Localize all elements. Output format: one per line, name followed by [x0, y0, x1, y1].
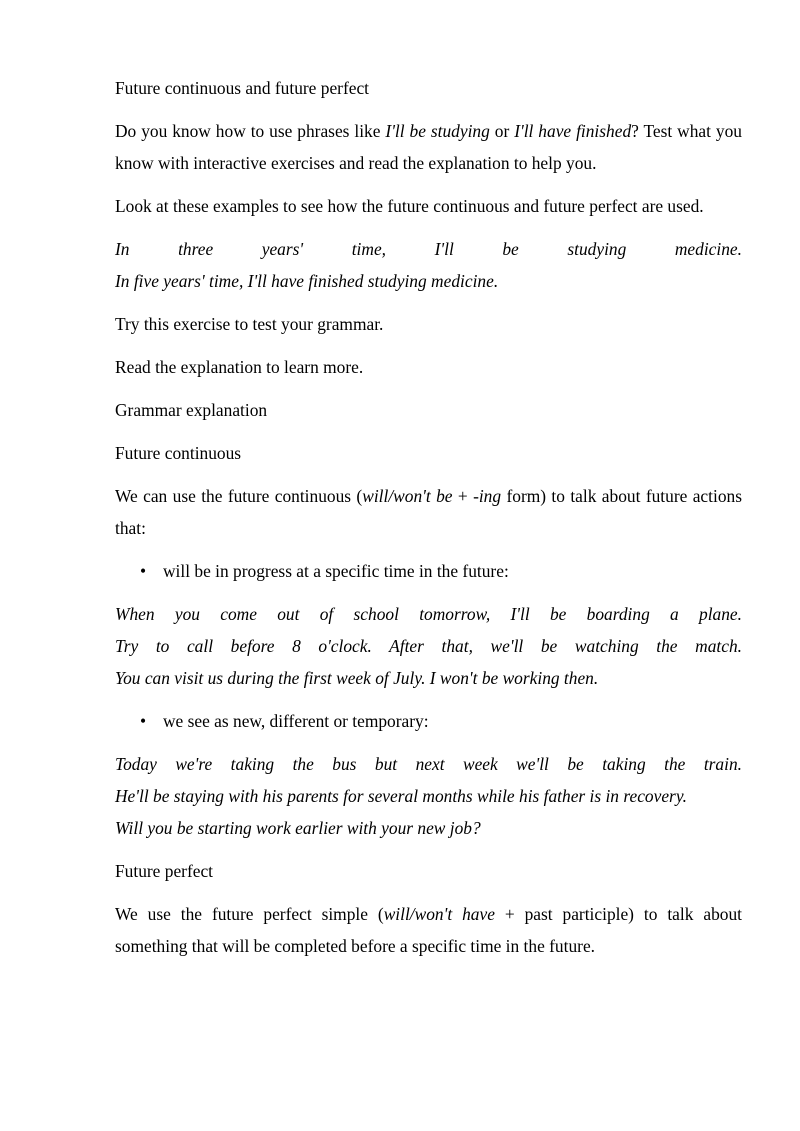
future-perfect-heading: Future perfect	[115, 861, 214, 881]
example-line: Today we're taking the bus but next week we'll be taking the train.	[115, 754, 742, 774]
intro-text-3: ? Test what you know with interactive exercises and read the explanation to help you.	[115, 121, 742, 173]
fc-form-1: will/won't be	[362, 486, 453, 506]
intro-text-1: Do you know how to use phrases like	[115, 121, 386, 141]
fp-form-1: will/won't have	[383, 904, 495, 924]
future-continuous-heading: Future continuous	[115, 443, 242, 463]
fp-text-1: We use the future perfect simple (	[115, 904, 384, 924]
intro-paragraph	[115, 115, 742, 179]
example-line: He'll be staying with his parents for several months while his father is in recovery.	[115, 786, 687, 806]
example-line: In five years' time, I'll have finished studying medicine.	[115, 271, 499, 291]
example-line: Will you be starting work earlier with your new job?	[115, 818, 481, 838]
fc-text-3: form) to talk about future actions that:	[115, 486, 742, 538]
example-line: In three years' time, I'll be studying medicine.	[115, 239, 742, 259]
intro-example-2: I'll have finished	[514, 121, 632, 141]
example-line: When you come out of school tomorrow, I'll be boarding a plane.	[115, 604, 742, 624]
fc-form-2: -ing	[473, 486, 502, 506]
future-perfect-paragraph	[115, 898, 742, 962]
future-continuous-paragraph	[115, 480, 742, 544]
grammar-heading: Grammar explanation	[115, 400, 268, 420]
look-paragraph: Look at these examples to see how the future continuous and future perfect are used.	[115, 196, 704, 216]
fc-text-1: We can use the future continuous (	[115, 486, 363, 506]
page-title: Future continuous and future perfect	[115, 78, 370, 98]
example-line: Try to call before 8 o'clock. After that, we'll be watching the match.	[115, 636, 742, 656]
list-item	[115, 555, 742, 587]
examples-block-1	[115, 233, 742, 297]
example-line: You can visit us during the first week of July. I won't be working then.	[115, 668, 599, 688]
examples-block-2	[115, 598, 742, 694]
fp-text-2: + past participle) to talk about something that will be completed before a specific time in the future.	[115, 904, 742, 956]
bullet-text: will be in progress at a specific time in the future:	[163, 561, 509, 581]
fc-text-2: +	[452, 486, 474, 506]
intro-example-1: I'll be studying	[385, 121, 490, 141]
document-page	[115, 72, 742, 973]
bullet-text: we see as new, different or temporary:	[163, 711, 429, 731]
read-paragraph: Read the explanation to learn more.	[115, 357, 364, 377]
examples-block-3	[115, 748, 742, 844]
bullet-icon: •	[140, 561, 147, 581]
try-paragraph: Try this exercise to test your grammar.	[115, 314, 384, 334]
list-item	[115, 705, 742, 737]
bullet-icon: •	[140, 711, 147, 731]
intro-text-2: or	[489, 121, 515, 141]
